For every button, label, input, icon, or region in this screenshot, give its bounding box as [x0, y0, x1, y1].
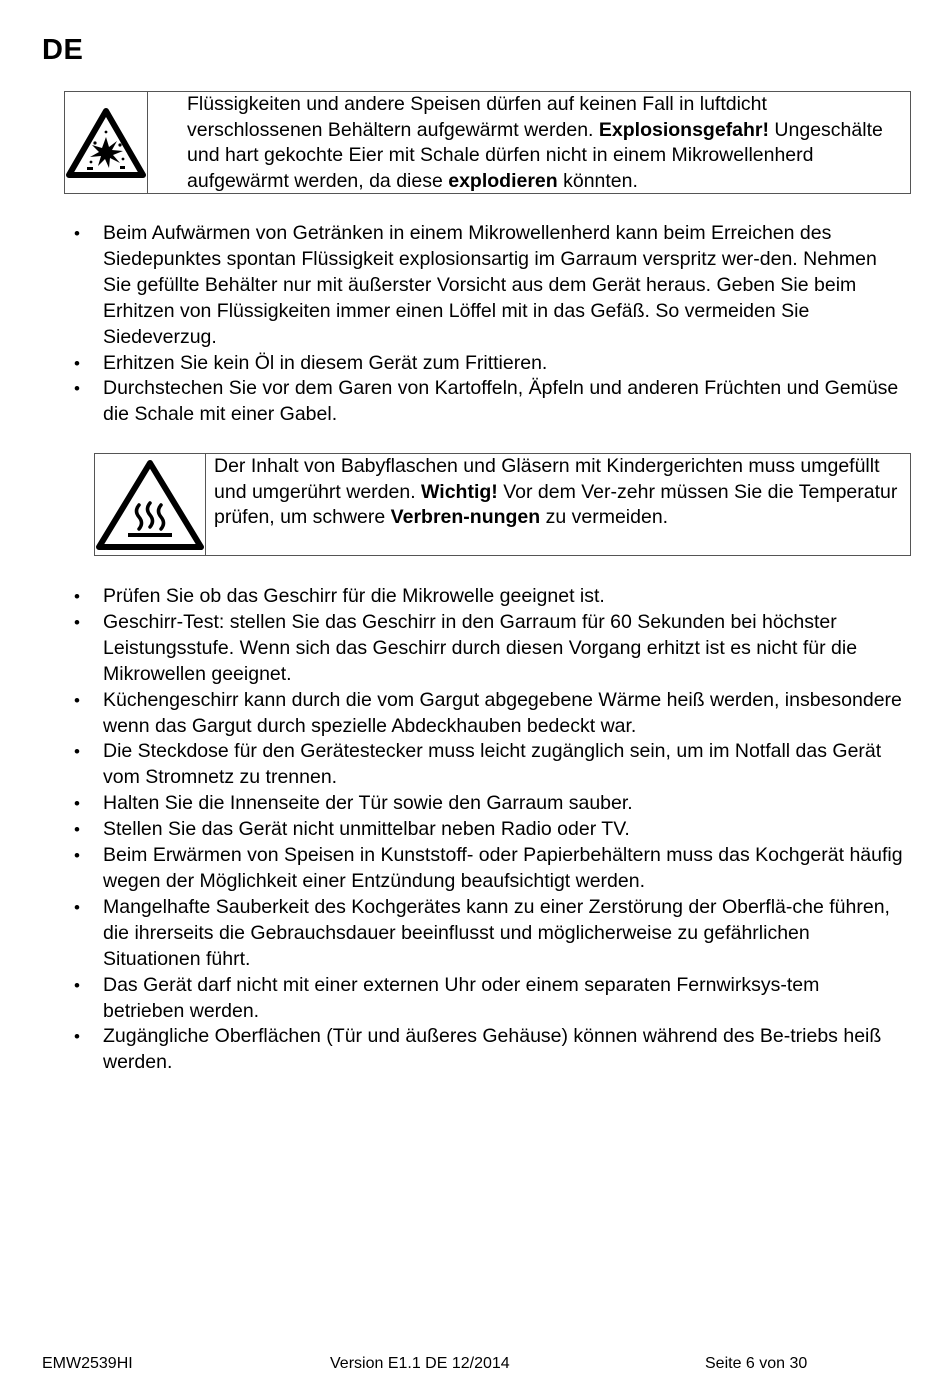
- explosion-warning-icon: [65, 107, 147, 179]
- warning2-text-part2: Vor dem Ver-zehr müssen Sie die Temperatur prüfen, um schwere: [214, 480, 898, 528]
- warning1-bold-part2: explodieren: [448, 169, 558, 192]
- list-item: • Durchstechen Sie vor dem Garen von Kartoffeln, Äpfeln und anderen Früchten und Gemüse die Schale mit einer Gabel.: [0, 376, 950, 428]
- hot-surface-warning-box: [94, 453, 911, 556]
- warning1-text-part1: Flüssigkeiten und andere Speisen dürfen auf keinen Fall in luftdicht verschlossenen Behältern aufgewärmt werden.: [187, 93, 767, 141]
- explosion-warning-box: [64, 91, 911, 194]
- hot-surface-warning-text: [206, 454, 910, 555]
- footer-version: Version E1.1 DE 12/2014: [330, 1355, 510, 1372]
- footer-model: EMW2539HI: [42, 1355, 133, 1372]
- list-item: • Stellen Sie das Gerät nicht unmittelbar neben Radio oder TV.: [0, 817, 950, 843]
- list-item: • Zugängliche Oberflächen (Tür und äußeres Gehäuse) können während des Be-triebs heiß werden.: [0, 1024, 950, 1076]
- list-item: • Küchengeschirr kann durch die vom Gargut abgegebene Wärme heiß werden, insbesondere wenn das Gargut durch spezielle Abdeckhauben bedeckt war.: [0, 688, 950, 740]
- footer-page-number: Seite 6 von 30: [705, 1355, 808, 1372]
- safety-list-2: [0, 584, 950, 1076]
- safety-list-1: [0, 221, 950, 428]
- warning1-text-part2: Ungeschälte und hart gekochte Eier mit Schale dürfen nicht in einem Mikrowellenherd aufgewärmt werden, da diese: [187, 118, 883, 192]
- hot-surface-warning-icon: [95, 459, 205, 551]
- hot-surface-warning-icon-cell: [95, 454, 206, 555]
- list-item: • Erhitzen Sie kein Öl in diesem Gerät zum Frittieren.: [0, 351, 950, 377]
- warning2-bold-part1: Wichtig!: [421, 480, 498, 503]
- warning2-text-part1: Der Inhalt von Babyflaschen und Gläsern mit Kindergerichten muss umgefüllt und umgerührt werden.: [214, 455, 880, 503]
- list-item: • Mangelhafte Sauberkeit des Kochgerätes kann zu einer Zerstörung der Oberflä-che führen, die ihrerseits die Gebrauchsdauer beeinflusst und möglicherweise zu gefährlichen Situationen führt.: [0, 895, 950, 973]
- language-code: DE: [42, 34, 84, 66]
- list-item: • Die Steckdose für den Gerätestecker muss leicht zugänglich sein, um im Notfall das Gerät vom Stromnetz zu trennen.: [0, 739, 950, 791]
- list-item: • Beim Erwärmen von Speisen in Kunststoff- oder Papierbehältern muss das Kochgerät häufig wegen der Möglichkeit einer Entzündung beaufsichtigt werden.: [0, 843, 950, 895]
- list-item: • Beim Aufwärmen von Getränken in einem Mikrowellenherd kann beim Erreichen des Siedepunktes spontan Flüssigkeit explosionsartig im Garraum verspritz wer-den. Nehmen Sie gefüllte Behälter nur mit äußerster Vorsicht aus dem Gerät heraus. Geben Sie beim Erhitzen von Flüssigkeiten immer einen Löffel mit in das Gefäß. So vermeiden Sie Siedeverzug.: [0, 221, 950, 351]
- warning2-bold-part2: Verbren-nungen: [390, 506, 541, 528]
- explosion-warning-icon-cell: [65, 92, 148, 193]
- explosion-warning-text: [148, 92, 910, 193]
- warning1-bold-part1: Explosionsgefahr!: [598, 118, 770, 141]
- warning2-text-part3: zu vermeiden.: [540, 506, 669, 528]
- list-item: • Halten Sie die Innenseite der Tür sowie den Garraum sauber.: [0, 791, 950, 817]
- list-item: • Das Gerät darf nicht mit einer externen Uhr oder einem separaten Fernwirksys-tem betrieben werden.: [0, 973, 950, 1025]
- list-item: • Prüfen Sie ob das Geschirr für die Mikrowelle geeignet ist.: [0, 584, 950, 610]
- list-item: • Geschirr-Test: stellen Sie das Geschirr in den Garraum für 60 Sekunden bei höchster Leistungsstufe. Wenn sich das Geschirr durch diesen Vorgang erhitzt ist es nicht für die Mikrowellen geeignet.: [0, 610, 950, 688]
- warning1-text-part3: könnten.: [557, 169, 638, 192]
